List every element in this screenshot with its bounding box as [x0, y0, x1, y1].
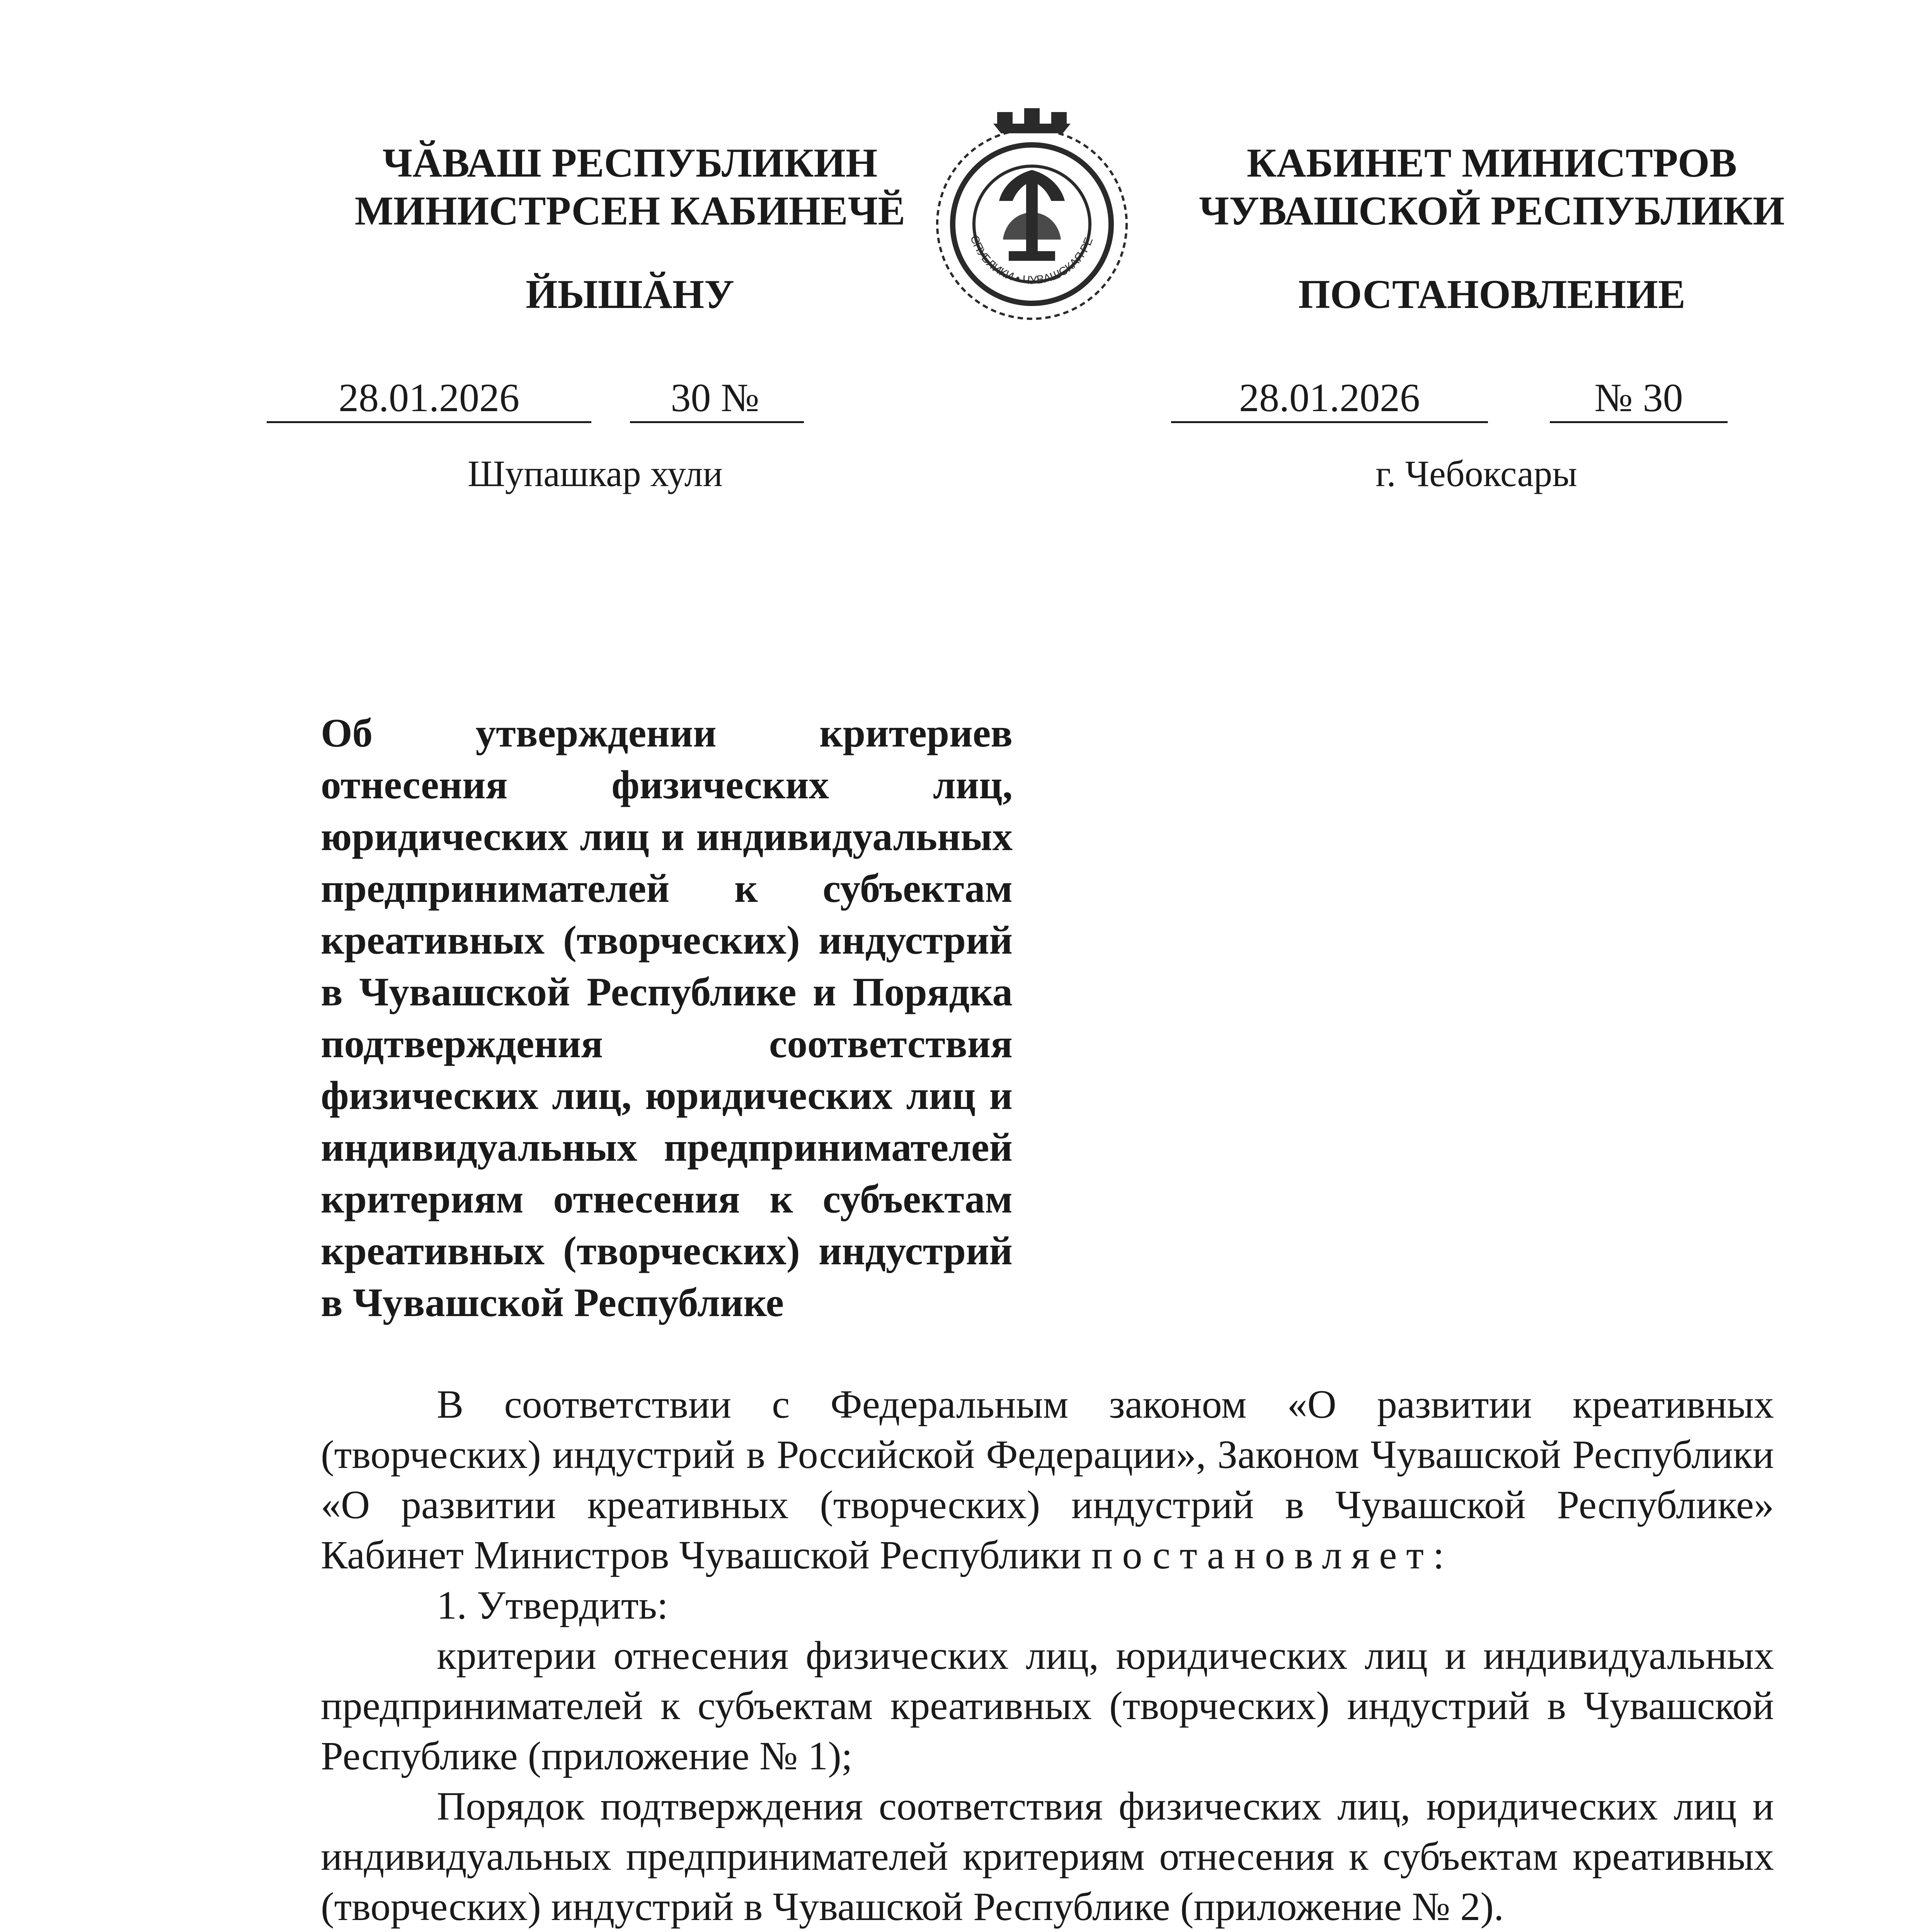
left-number: 30 №	[671, 376, 759, 420]
document-title: Об утверждении критериев отнесения физических лиц, юридических лиц и индивидуальных предпринимателей к субъектам креативных (творческих) индустрий в Чувашской Республике и Порядка подтверждения соответствия физических лиц, юридических лиц и индивидуальных предпринимателей критериям отнесения к субъектам креативных (творческих) индустрий в Чувашской Республике	[321, 710, 1013, 1325]
header-left-doc-type: ЙЫШӐНУ	[526, 272, 734, 317]
header-left-line1: ЧӐВАШ РЕСПУБЛИКИН	[382, 140, 878, 185]
coat-of-arms-icon	[920, 97, 1144, 328]
left-city: Шупашкар хули	[468, 453, 723, 494]
body-item1: 1. Утвердить:	[437, 1583, 668, 1628]
body-item1a: критерии отнесения физических лиц, юридических лиц и индивидуальных предпринимателей к субъектам креативных (творческих) индустрий в Чувашской Республике (приложение № 1);	[321, 1633, 1774, 1778]
emblem-ring-text: СПУБЛИКИ • ЧУВАШСКАЯ РЕ	[967, 233, 1096, 287]
right-number-underline	[1550, 421, 1728, 423]
header-left-line2: МИНИСТРСЕН КАБИНЕЧӖ	[354, 188, 906, 233]
document-body	[321, 1379, 1774, 1932]
right-city: г. Чебоксары	[1376, 453, 1577, 494]
header-right-line2: ЧУВАШСКОЙ РЕСПУБЛИКИ	[1199, 188, 1785, 233]
right-date-underline	[1171, 421, 1488, 423]
header-right	[1152, 139, 1832, 235]
body-item1b: Порядок подтверждения соответствия физических лиц, юридических лиц и индивидуальных предпринимателей критериям отнесения к субъектам креативных (творческих) индустрий в Чувашской Республике (приложение № 2).	[321, 1784, 1774, 1929]
left-date: 28.01.2026	[339, 376, 519, 420]
right-date: 28.01.2026	[1239, 376, 1420, 420]
header-right-line1: КАБИНЕТ МИНИСТРОВ	[1246, 140, 1737, 185]
right-number: № 30	[1594, 376, 1683, 420]
left-number-underline	[630, 421, 804, 423]
left-date-underline	[267, 421, 591, 423]
header-right-doc-type: ПОСТАНОВЛЕНИЕ	[1298, 272, 1685, 317]
body-intro	[321, 1379, 1774, 1580]
decree-word: постановляет:	[1091, 1533, 1454, 1577]
body-intro-text: В соответствии с Федеральным законом «О развитии креативных (творческих) индустрий в Российской Федерации», Законом Чувашской Республики «О развитии креативных (творческих) индустрий в Чувашской Республике» Кабинет Министров Чувашской Республики	[321, 1382, 1774, 1577]
header-left	[263, 139, 997, 235]
